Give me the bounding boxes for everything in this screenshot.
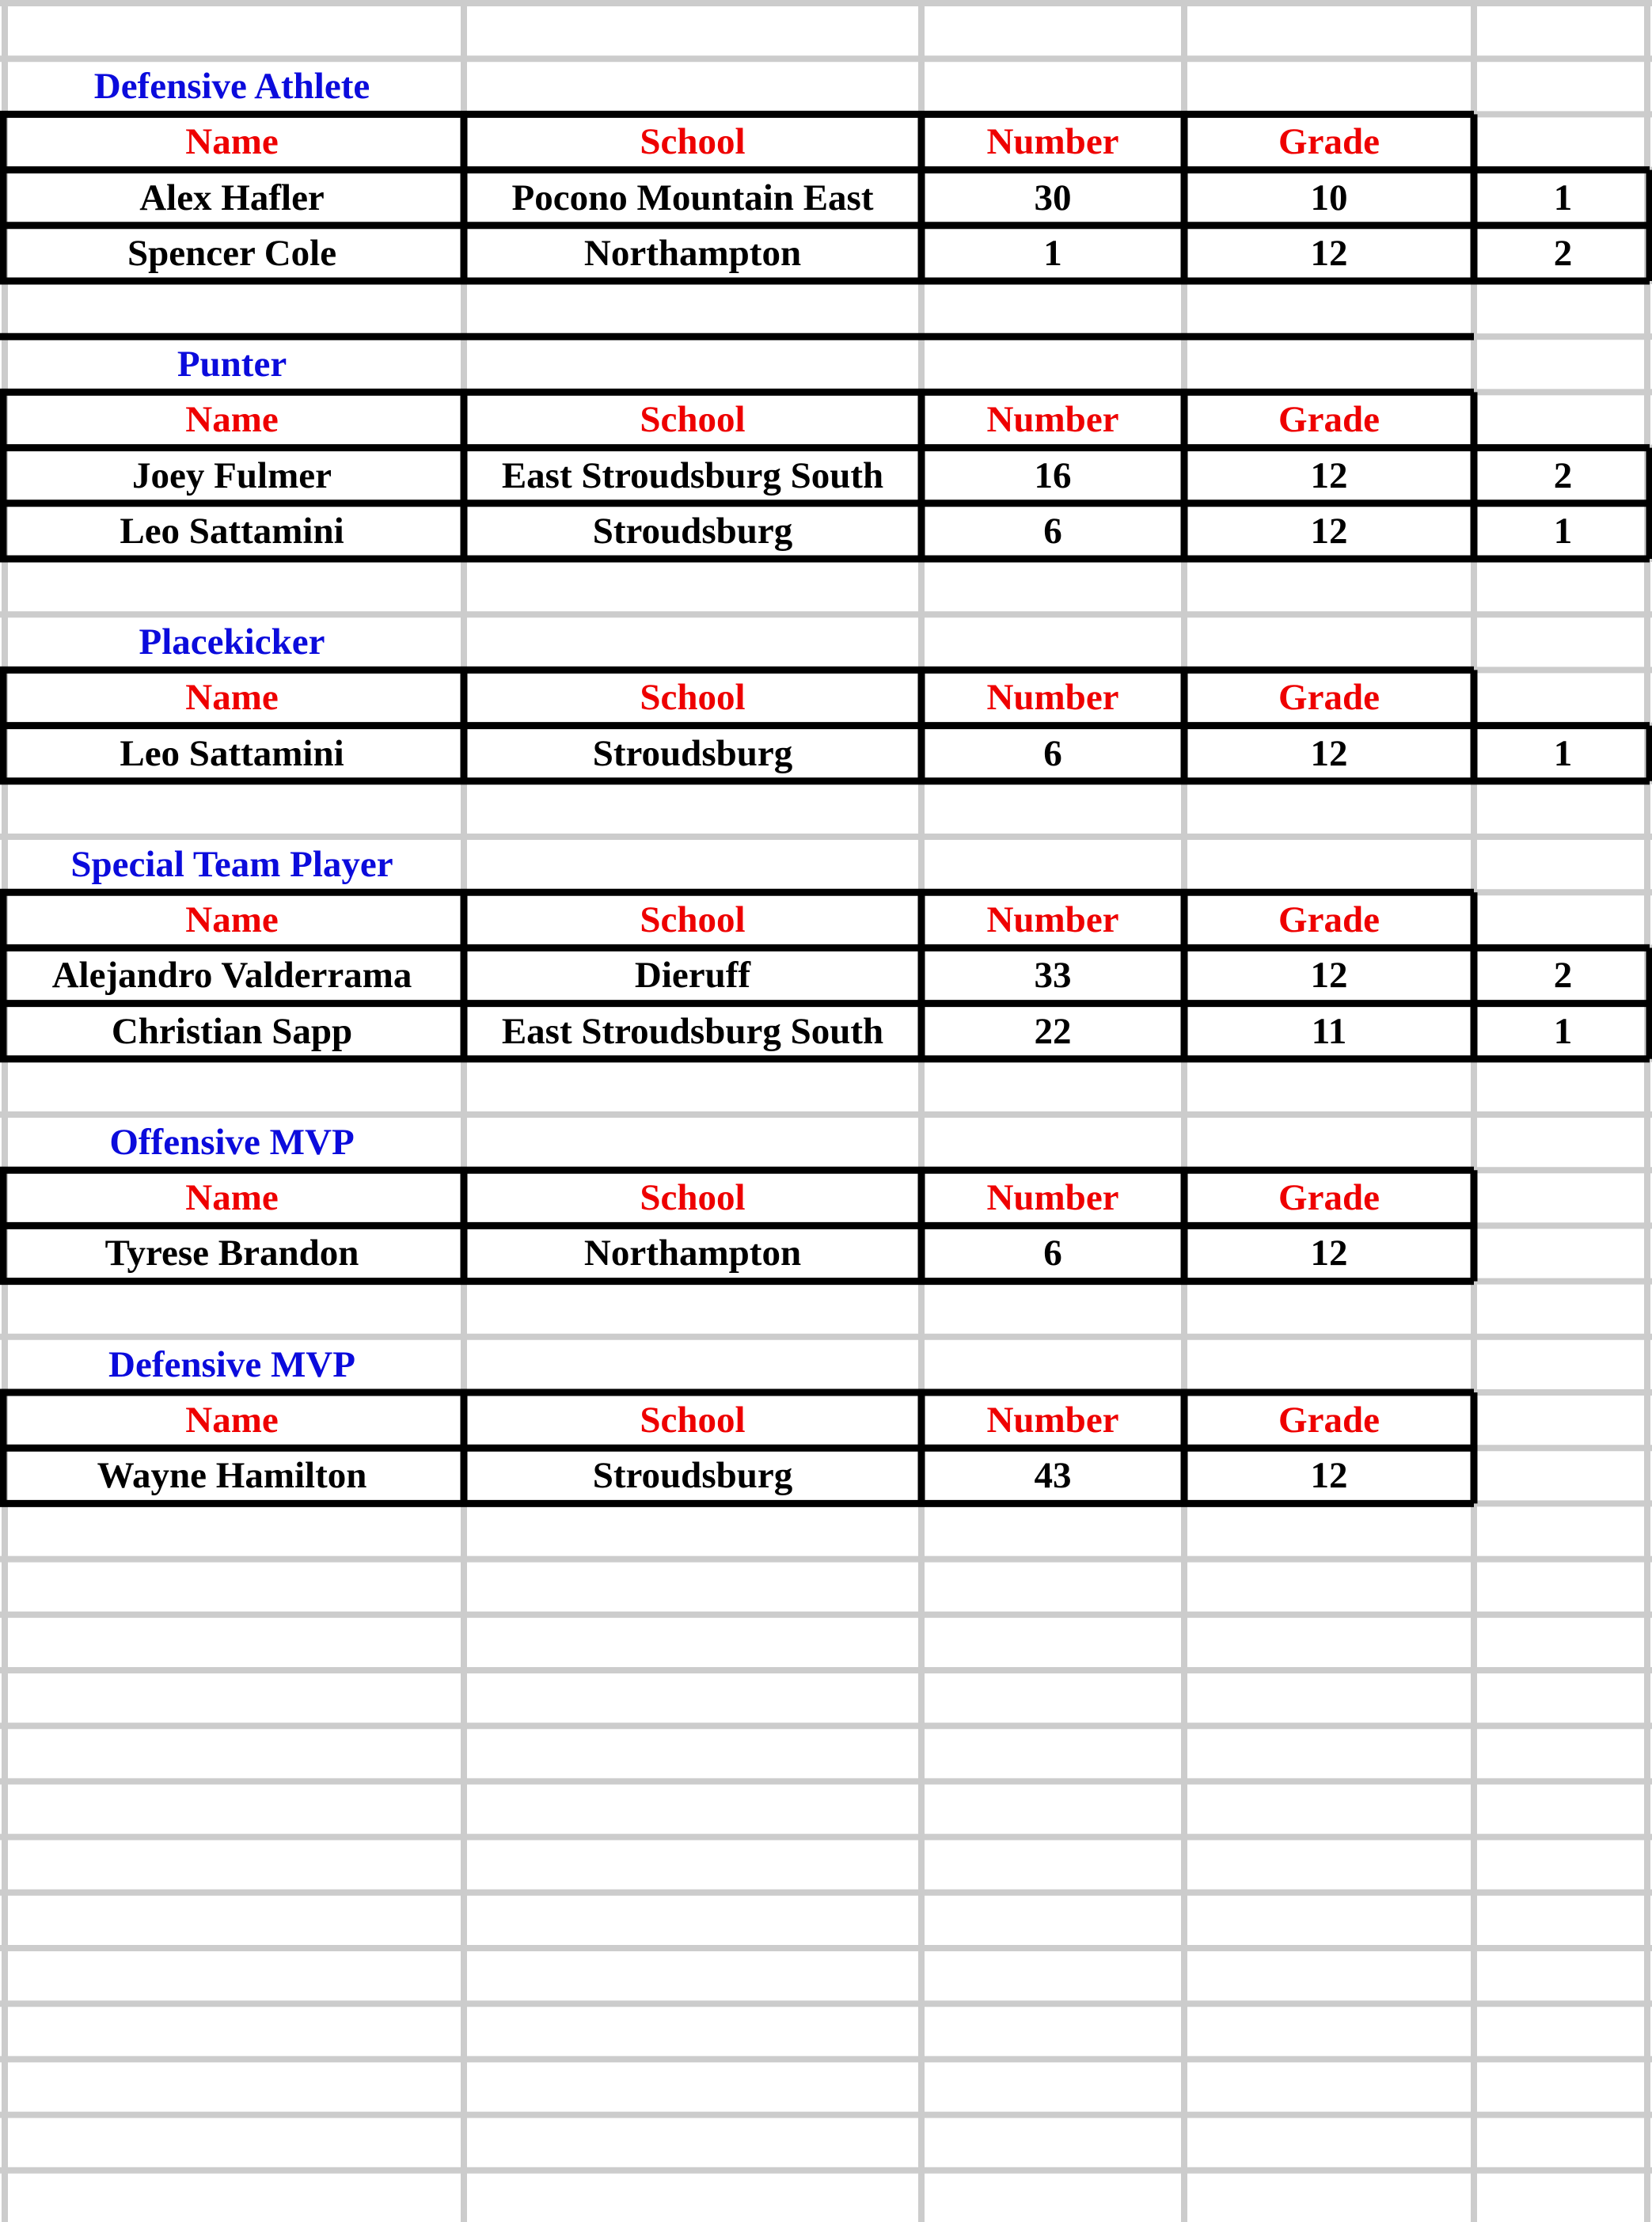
cell-number: 6 bbox=[1043, 732, 1062, 774]
cell-school: Northampton bbox=[583, 232, 802, 274]
cell-school: East Stroudsburg South bbox=[501, 454, 884, 496]
column-header-grade: Grade bbox=[1278, 677, 1380, 719]
cell-school: Northampton bbox=[583, 1233, 802, 1274]
column-header-number: Number bbox=[986, 121, 1119, 163]
cell-name: Spencer Cole bbox=[127, 232, 337, 274]
cell-rank: 2 bbox=[1553, 955, 1573, 997]
cell-number: 6 bbox=[1043, 510, 1062, 552]
cell-number: 6 bbox=[1043, 1233, 1062, 1274]
cell-rank: 1 bbox=[1553, 1010, 1573, 1052]
column-header-school: School bbox=[640, 1177, 746, 1219]
column-header-number: Number bbox=[986, 399, 1119, 441]
cell-grade: 12 bbox=[1310, 955, 1348, 997]
cell-name: Christian Sapp bbox=[111, 1010, 353, 1052]
cell-number: 30 bbox=[1034, 177, 1072, 218]
cell-grade: 12 bbox=[1310, 454, 1348, 496]
cell-number: 43 bbox=[1034, 1455, 1072, 1497]
column-header-name: Name bbox=[185, 677, 279, 719]
cell-school: East Stroudsburg South bbox=[501, 1010, 884, 1052]
column-header-grade: Grade bbox=[1278, 121, 1380, 163]
column-header-name: Name bbox=[185, 399, 279, 441]
cell-number: 1 bbox=[1043, 232, 1062, 274]
column-header-school: School bbox=[640, 899, 746, 941]
cell-number: 16 bbox=[1034, 454, 1072, 496]
cell-rank: 2 bbox=[1553, 454, 1573, 496]
cell-rank: 1 bbox=[1553, 177, 1573, 218]
column-header-number: Number bbox=[986, 677, 1119, 719]
cell-name: Leo Sattamini bbox=[120, 732, 344, 774]
cell-school: Dieruff bbox=[634, 955, 751, 997]
cell-name: Wayne Hamilton bbox=[97, 1455, 367, 1497]
column-header-name: Name bbox=[185, 1400, 279, 1441]
column-header-number: Number bbox=[986, 1177, 1119, 1219]
column-header-number: Number bbox=[986, 1400, 1119, 1441]
cell-rank: 1 bbox=[1553, 510, 1573, 552]
cell-number: 33 bbox=[1034, 955, 1072, 997]
section-title: Defensive MVP bbox=[108, 1343, 355, 1385]
cell-school: Stroudsburg bbox=[592, 510, 793, 552]
section-title: Special Team Player bbox=[70, 844, 393, 886]
column-header-name: Name bbox=[185, 1177, 279, 1219]
column-header-grade: Grade bbox=[1278, 1177, 1380, 1219]
column-header-grade: Grade bbox=[1278, 899, 1380, 941]
section-title: Placekicker bbox=[139, 621, 325, 663]
column-header-school: School bbox=[640, 399, 746, 441]
cell-number: 22 bbox=[1034, 1010, 1072, 1052]
column-header-school: School bbox=[640, 1400, 746, 1441]
cell-rank: 2 bbox=[1553, 232, 1573, 274]
cell-name: Alejandro Valderrama bbox=[51, 955, 412, 997]
cell-school: Pocono Mountain East bbox=[511, 177, 874, 218]
section-title: Defensive Athlete bbox=[93, 66, 370, 108]
column-header-number: Number bbox=[986, 899, 1119, 941]
section-title: Offensive MVP bbox=[109, 1122, 355, 1164]
column-header-school: School bbox=[640, 121, 746, 163]
cell-name: Joey Fulmer bbox=[132, 454, 332, 496]
column-header-school: School bbox=[640, 677, 746, 719]
cell-grade: 12 bbox=[1310, 232, 1348, 274]
column-header-grade: Grade bbox=[1278, 399, 1380, 441]
cell-name: Alex Hafler bbox=[139, 177, 325, 218]
cell-name: Tyrese Brandon bbox=[104, 1233, 359, 1274]
cell-name: Leo Sattamini bbox=[120, 510, 344, 552]
column-header-grade: Grade bbox=[1278, 1400, 1380, 1441]
cell-school: Stroudsburg bbox=[592, 1455, 793, 1497]
cell-rank: 1 bbox=[1553, 732, 1573, 774]
column-header-name: Name bbox=[185, 121, 279, 163]
cell-grade: 10 bbox=[1310, 177, 1348, 218]
cell-grade: 11 bbox=[1311, 1010, 1347, 1052]
cell-grade: 12 bbox=[1310, 1233, 1348, 1274]
cell-school: Stroudsburg bbox=[592, 732, 793, 774]
section-title: Punter bbox=[177, 344, 287, 386]
cell-grade: 12 bbox=[1310, 732, 1348, 774]
cell-grade: 12 bbox=[1310, 510, 1348, 552]
column-header-name: Name bbox=[185, 899, 279, 941]
cell-grade: 12 bbox=[1310, 1455, 1348, 1497]
